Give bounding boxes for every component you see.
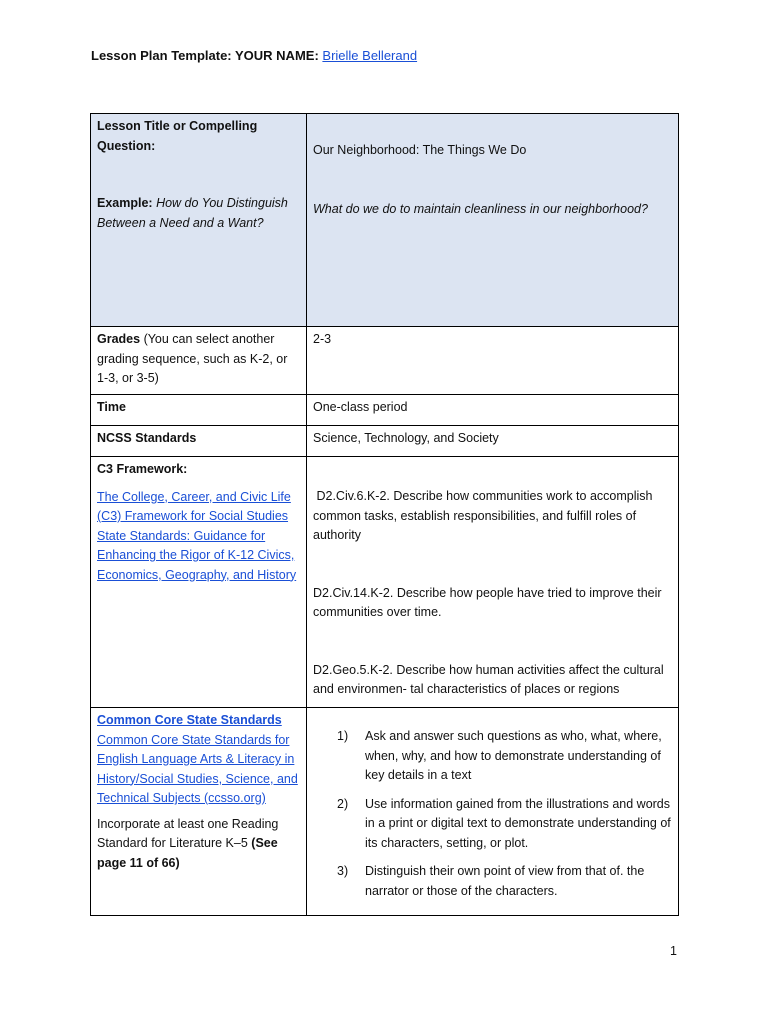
c3-standard-item: D2.Civ.14.K-2. Describe how people have tried to improve their communities over time.: [313, 585, 662, 619]
ccss-title-link[interactable]: Common Core State Standards: [97, 713, 282, 727]
cell-lesson-title-label: [91, 114, 307, 327]
grades-value: 2-3: [313, 332, 332, 346]
compelling-question: What do we do to maintain cleanliness in our neighborhood?: [313, 201, 648, 216]
lesson-title-label: Lesson Title or Compelling Question:: [97, 119, 258, 153]
cell-time-label: [91, 395, 307, 426]
cell-time-value: [307, 395, 679, 426]
row-grades: [91, 327, 679, 395]
document-header: [91, 48, 417, 63]
cell-ncss-label: [91, 426, 307, 457]
ncss-label: NCSS Standards: [97, 431, 197, 445]
cell-ccss-standards: [307, 708, 679, 916]
cell-grades-value: [307, 327, 679, 395]
cell-lesson-title-value: [307, 114, 679, 327]
example-text: How do You Distinguish Between a Need and a Want?: [97, 196, 288, 230]
row-time: [91, 395, 679, 426]
author-name-link[interactable]: Brielle Bellerand: [322, 48, 418, 63]
ccss-standard-list: [313, 727, 672, 901]
list-item: 3) Distinguish their own point of view from that of. the narrator or those of the characters.: [337, 864, 645, 898]
time-label: Time: [97, 400, 126, 414]
lesson-plan-table: [90, 113, 679, 916]
c3-label: C3 Framework:: [97, 462, 188, 476]
row-ncss: [91, 426, 679, 457]
row-lesson-title: [91, 114, 679, 327]
page-number: 1: [670, 944, 677, 958]
list-item: 1) Ask and answer such questions as who, what, where, when, why, and how to demonstrate understanding of key details in a text: [337, 729, 662, 782]
cell-grades-label: [91, 327, 307, 395]
ncss-value: Science, Technology, and Society: [313, 431, 499, 445]
row-c3-framework: [91, 457, 679, 708]
time-value: One-class period: [313, 400, 408, 414]
cell-c3-standards: [307, 457, 679, 708]
cell-ccss-label: [91, 708, 307, 916]
c3-framework-link[interactable]: The College, Career, and Civic Life (C3) Framework for Social Studies State Standards: Guidance for Enhancing the Rigor of K-12 Civics, Economics, Geography, and History: [97, 489, 297, 582]
ccss-page-note: (See page 11 of 66): [97, 836, 278, 870]
c3-standard-item: D2.Civ.6.K-2. Describe how communities work to accomplish common tasks, establish responsibilities, and fulfill roles of authority: [313, 489, 656, 542]
cell-c3-label: [91, 457, 307, 708]
grades-note: (You can select another grading sequence, such as K-2, or 1-3, or 3-5): [97, 332, 288, 385]
lesson-title-value: Our Neighborhood: The Things We Do: [313, 143, 527, 157]
list-item: 2) Use information gained from the illustrations and words in a print or digital text to demonstrate understanding of its characters, setting, or plot.: [337, 796, 671, 850]
ccss-note: Incorporate at least one Reading Standard for Literature K–5 (See page 11 of 66): [97, 816, 279, 870]
ccss-document-link[interactable]: Common Core State Standards for English Language Arts & Literacy in History/Social Studies, Science, and Technical Subjects (ccsso.org): [97, 732, 298, 805]
cell-ncss-value: [307, 426, 679, 457]
c3-standard-item: D2.Geo.5.K-2. Describe how human activities affect the cultural and environmen- tal characteristics of places or regions: [313, 662, 664, 696]
grades-label: Grades: [97, 332, 141, 346]
example-label: Example:: [97, 196, 153, 210]
example-block: [97, 194, 300, 233]
row-common-core: [91, 708, 679, 916]
header-label: Lesson Plan Template: YOUR NAME:: [91, 48, 319, 63]
